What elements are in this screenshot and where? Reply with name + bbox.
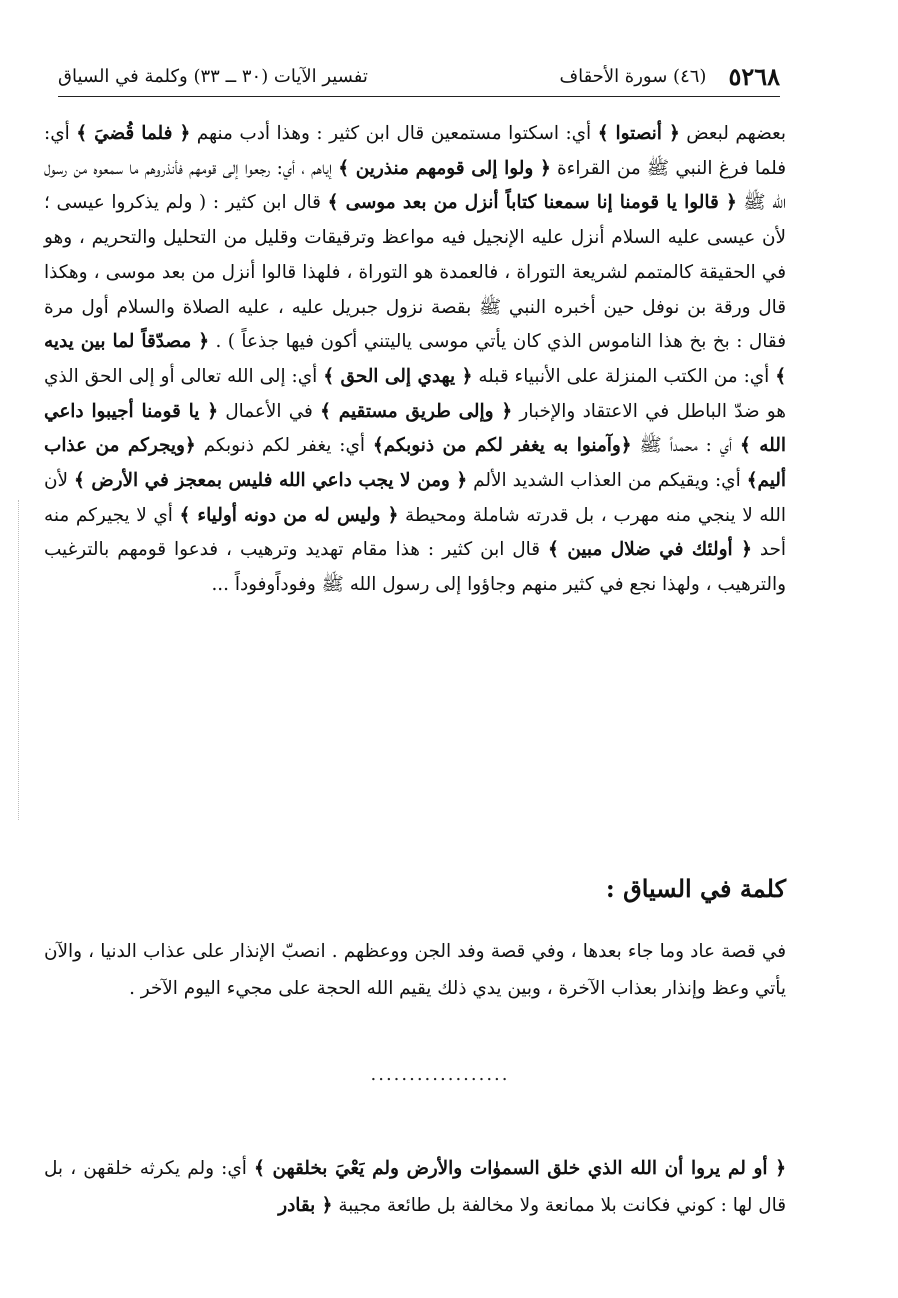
quran-quote: ﴿ مصدّقاً لما بين يديه ﴾	[44, 331, 786, 387]
quran-quote: ﴿ بقادر	[278, 1195, 333, 1216]
quran-quote: ﴿ أو لم يروا أن الله الذي خلق السموٰات والأرض ولم يَعْيَ بخلقهن ﴾	[254, 1158, 786, 1179]
quran-quote: ﴿ قالوا يا قومنا إنا سمعنا كتاباً أنزل من بعد موسى ﴾	[327, 192, 737, 214]
quran-quote: ﴿ أولئك في ضلال مبين ﴾	[548, 539, 752, 561]
section-title: تفسير الآيات (٣٠ ــ ٣٣) وكلمة في السياق	[58, 65, 368, 87]
quran-quote: ﴿ أنصتوا ﴾	[597, 123, 680, 144]
section-heading: كلمة في السياق :	[605, 874, 786, 903]
page-header	[58, 56, 780, 97]
quran-quote: ﴿ يهدي إلى الحق ﴾	[323, 365, 473, 387]
tafsir-paragraph-next: ﴿ أو لم يروا أن الله الذي خلق السموٰات والأرض ولم يَعْيَ بخلقهن ﴾ أي: ولم يكرثه خلقهن ، بل قال لها : كوني فكانت بلا ممانعة ولا مخالفة بل طائعة مجيبة ﴿ بقادر	[44, 1158, 786, 1216]
header-right	[559, 62, 780, 91]
surah-title: (٤٦) سورة الأحقاف	[559, 65, 707, 87]
quran-quote: ﴿وآمنوا به يغفر لكم من ذنوبكم﴾	[372, 435, 632, 457]
page-number: ٥٢٦٨	[728, 61, 780, 91]
quran-quote: ﴿ وليس له من دونه أولياء ﴾	[179, 504, 399, 526]
quran-quote: ﴿ ولوا إلى قومهم منذرين ﴾	[338, 157, 551, 179]
quran-quote: ﴿ وإلى طريق مستقيم ﴾	[320, 400, 513, 422]
separator-dots: ..................	[370, 1064, 510, 1085]
quran-quote: ﴿ يا قومنا أجيبوا داعي الله ﴾	[44, 400, 786, 457]
tafsir-paragraph-1: بعضهم لبعض ﴿ أنصتوا ﴾ أي: اسكتوا مستمعين قال ابن كثير : وهذا أدب منهم ﴿ فلما قُضيَ ﴾ أي: فلما فرغ النبي ﷺ من القراءة ﴿ ولوا إلى قومهم منذرين ﴾ إياهم ، أي: رجعوا إلى قومهم فأنذروهم ما سمعوه من رسول الله ﷺ ﴿ قالوا يا قومنا إنا سمعنا كتاباً أنزل من بعد موسى ﴾ قال ابن كثير : ( ولم يذكروا عيسى ؛ لأن عيسى عليه السلام أنزل عليه الإنجيل فيه مواعظ وترقيقات وقليل من التحليل والتحريم ، وهو في الحقيقة كالمتمم لشريعة التوراة ، فالعمدة هو التوراة ، فلهذا قالوا أنزل من بعد موسى ، وهكذا قال ورقة بن نوفل حين أخبره النبي ﷺ بقصة نزول جبريل عليه ، عليه الصلاة والسلام أول مرة فقال : بخ بخ هذا الناموس الذي كان يأتي موسى ياليتني أكون فيها جذعاً ) . ﴿ مصدّقاً لما بين يديه ﴾ أي: من الكتب المنزلة على الأنبياء قبله ﴿ يهدي إلى الحق ﴾ أي: إلى الله تعالى أو إلى الحق الذي هو ضدّ الباطل في الاعتقاد والإخبار ﴿ وإلى طريق مستقيم ﴾ في الأعمال ﴿ يا قومنا أجيبوا داعي الله ﴾ أي : محمداً ﷺ ﴿وآمنوا به يغفر لكم من ذنوبكم﴾ أي: يغفر لكم ذنوبكم ﴿ويجركم من عذاب أليم﴾ أي: ويقيكم من العذاب الشديد الألم ﴿ ومن لا يجب داعي الله فليس بمعجز في الأرض ﴾ لأن الله لا ينجي منه مهرب ، بل قدرته شاملة ومحيطة ﴿ وليس له من دونه أولياء ﴾ أي لا يجيركم منه أحد ﴿ أولئك في ضلال مبين ﴾ قال ابن كثير : هذا مقام تهديد وترهيب ، فدعوا قومهم بالترغيب والترهيب ، ولهذا نجع في كثير منهم وجاؤوا إلى رسول الله ﷺ وفوداًوفوداً ...	[44, 123, 787, 596]
quran-quote: ﴿ ومن لا يجب داعي الله فليس بمعجز في الأرض ﴾	[74, 470, 468, 492]
margin-dotted-line	[18, 500, 19, 820]
quran-quote: ﴿ويجركم من عذاب أليم﴾	[44, 435, 786, 492]
context-paragraph: في قصة عاد وما جاء بعدها ، وفي قصة وفد الجن ووعظهم . انصبّ الإنذار على عذاب الدنيا ، والآن يأتي وعظ وإنذار بعذاب الآخرة ، وبين يدي ذلك يقيم الله الحجة على مجيء اليوم الآخر .	[44, 941, 786, 999]
quran-quote: ﴿ فلما قُضيَ ﴾	[76, 123, 191, 144]
